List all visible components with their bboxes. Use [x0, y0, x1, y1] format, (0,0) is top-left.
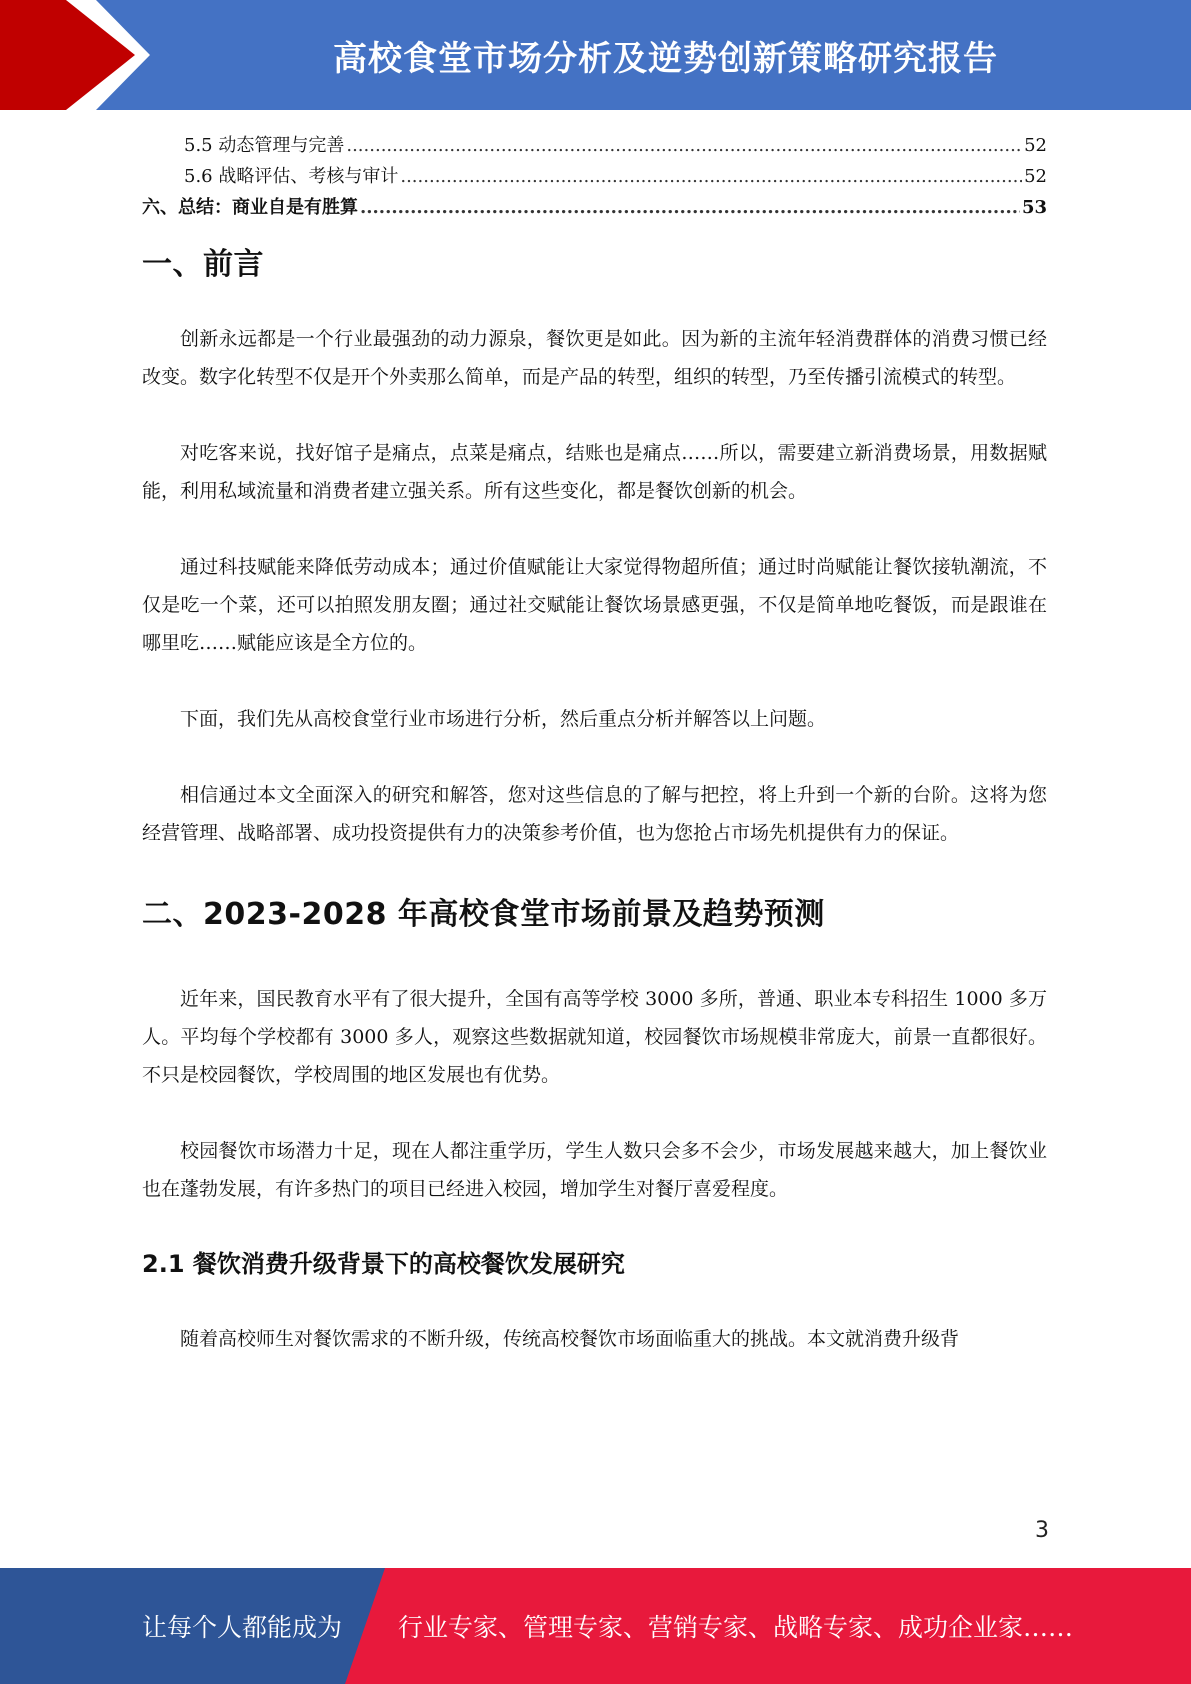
toc-entry[interactable] — [142, 130, 1047, 161]
page-number: 3 — [1035, 1518, 1049, 1543]
footer-slogan-right: 行业专家、管理专家、营销专家、战略专家、成功企业家…… — [398, 1613, 1074, 1642]
paragraph: 相信通过本文全面深入的研究和解答，您对这些信息的了解与把控，将上升到一个新的台阶。这将为您经营管理、战略部署、成功投资提供有力的决策参考价值，也为您抢占市场先机提供有力的保证。 — [142, 784, 1047, 844]
toc-entry-label: 5.6 战略评估、考核与审计 — [184, 166, 399, 187]
paragraph: 对吃客来说，找好馆子是痛点，点菜是痛点，结账也是痛点……所以，需要建立新消费场景，用数据赋能，利用私域流量和消费者建立强关系。所有这些变化，都是餐饮创新的机会。 — [142, 442, 1047, 502]
toc-entry[interactable] — [142, 192, 1047, 223]
toc-entry[interactable] — [142, 161, 1047, 192]
footer-banner — [0, 1568, 1191, 1684]
paragraph: 创新永远都是一个行业最强劲的动力源泉，餐饮更是如此。因为新的主流年轻消费群体的消费习惯已经改变。数字化转型不仅是开个外卖那么简单，而是产品的转型，组织的转型，乃至传播引流模式的转型。 — [142, 328, 1047, 388]
subsection-heading: 2.1 餐饮消费升级背景下的高校餐饮发展研究 — [142, 1250, 625, 1278]
paragraph: 下面，我们先从高校食堂行业市场进行分析，然后重点分析并解答以上问题。 — [180, 708, 827, 730]
section-heading: 二、2023-2028 年高校食堂市场前景及趋势预测 — [142, 897, 825, 932]
paragraph: 校园餐饮市场潜力十足，现在人都注重学历，学生人数只会多不会少，市场发展越来越大，加上餐饮业也在蓬勃发展，有许多热门的项目已经进入校园，增加学生对餐厅喜爱程度。 — [142, 1140, 1047, 1200]
toc-leader-dots — [346, 130, 1022, 161]
paragraph: 通过科技赋能来降低劳动成本；通过价值赋能让大家觉得物超所值；通过时尚赋能让餐饮接轨潮流，不仅是吃一个菜，还可以拍照发朋友圈；通过社交赋能让餐饮场景感更强，不仅是简单地吃餐饭，而是跟谁在哪里吃……赋能应该是全方位的。 — [142, 556, 1047, 654]
document-title: 高校食堂市场分析及逆势创新策略研究报告 — [333, 38, 998, 79]
toc-entry-page: 52 — [1024, 135, 1047, 156]
document-body — [142, 240, 1047, 1358]
header-banner — [0, 0, 1191, 110]
toc-leader-dots — [360, 192, 1020, 223]
toc-entry-page: 53 — [1021, 197, 1047, 218]
toc-entry-label: 5.5 动态管理与完善 — [184, 135, 345, 156]
section-heading: 一、前言 — [142, 247, 264, 282]
table-of-contents — [142, 130, 1047, 223]
paragraph: 随着高校师生对餐饮需求的不断升级，传统高校餐饮市场面临重大的挑战。本文就消费升级背 — [180, 1328, 960, 1350]
toc-entry-page: 52 — [1024, 166, 1047, 187]
toc-leader-dots — [400, 161, 1022, 192]
toc-entry-label: 六、总结：商业自是有胜算 — [142, 197, 358, 218]
footer-slogan-left: 让每个人都能成为 — [142, 1613, 343, 1642]
paragraph: 近年来，国民教育水平有了很大提升，全国有高等学校 3000 多所，普通、职业本专科招生 1000 多万人。平均每个学校都有 3000 多人，观察这些数据就知道，校园餐饮市场规模非常庞大，前景一直都很好。不只是校园餐饮，学校周围的地区发展也有优势。 — [142, 988, 1047, 1086]
